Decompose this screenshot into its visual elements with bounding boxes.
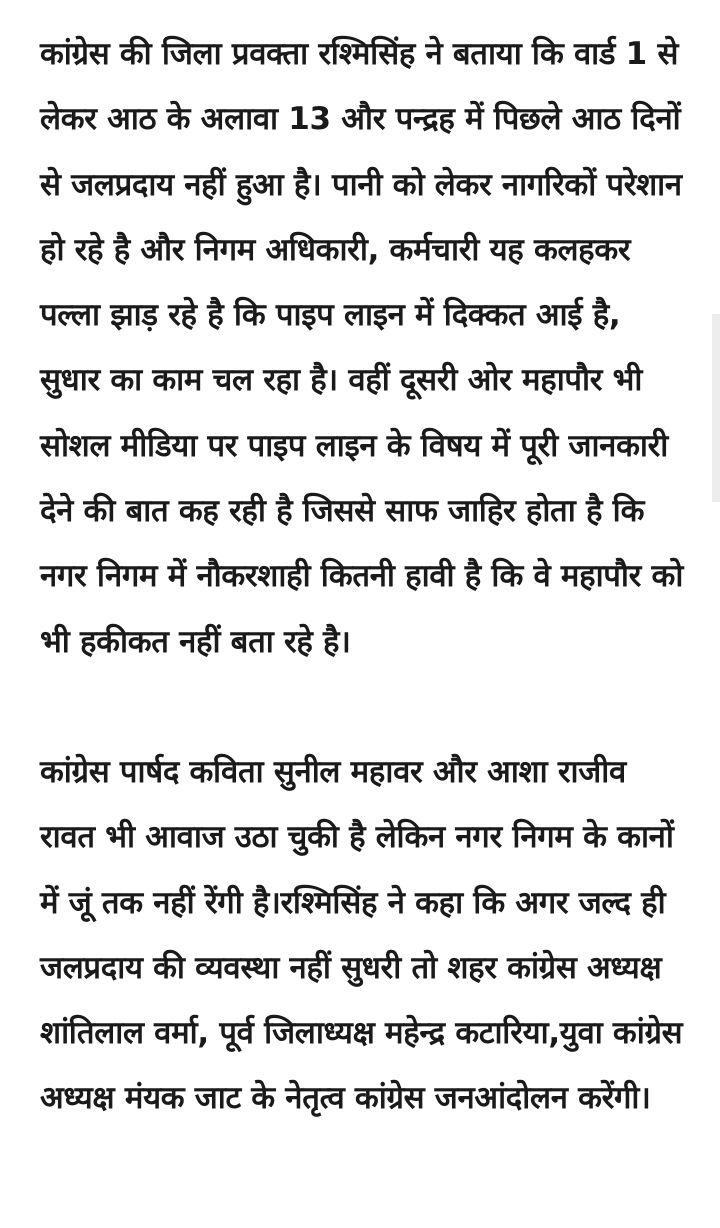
article-body [40, 22, 685, 1132]
article-paragraph-2: कांग्रेस पार्षद कविता सुनील महावर और आशा राजीव रावत भी आवाज उठा चुकी है लेकिन नगर निगम के कानों में जूं तक नहीं रेंगी है।रश्मिसिंह ने कहा कि अगर जल्द ही जलप्रदाय की व्यवस्था नहीं सुधरी तो शहर कांग्रेस अध्यक्ष शांतिलाल वर्मा, पूर्व जिलाध्यक्ष महेन्द्र कटारिया,युवा कांग्रेस अध्यक्ष मंयक जाट के नेतृत्व कांग्रेस जनआंदोलन करेंगी। [40, 753, 683, 1117]
article-paragraph-1: कांग्रेस की जिला प्रवक्ता रश्मिसिंह ने बताया कि वार्ड 1 से लेकर आठ के अलावा 13 और पन्द्रह में पिछले आठ दिनों से जलप्रदाय नहीं हुआ है। पानी को लेकर नागरिकों परेशान हो रहे है और निगम अधिकारी, कर्मचारी यह कलहकर पल्ला झाड़ रहे है कि पाइप लाइन में दिक्कत आई है, सुधार का काम चल रहा है। वहीं दूसरी ओर महापौर भी सोशल मीडिया पर पाइप लाइन के विषय में पूरी जानकारी देने की बात कह रही है जिससे साफ जाहिर होता है कि नगर निगम में नौकरशाही कितनी हावी है कि वे महापौर को भी हकीकत नहीं बता रहे है। [40, 36, 684, 660]
scrollbar[interactable] [712, 314, 720, 502]
